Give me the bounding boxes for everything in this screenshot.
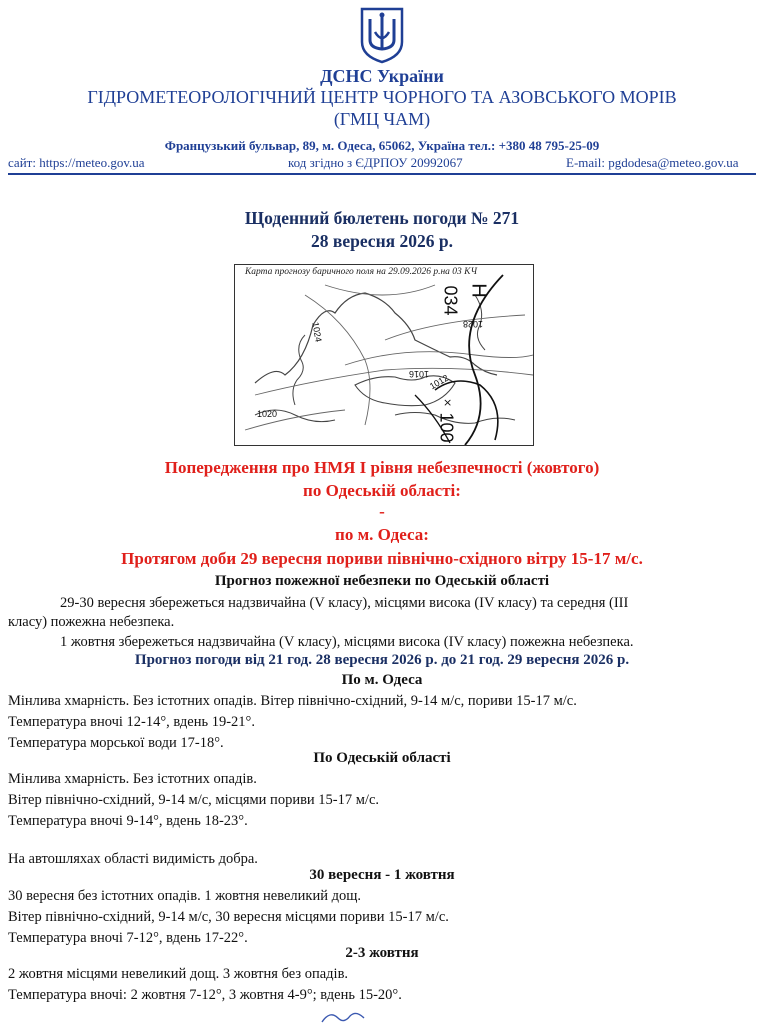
map-label-034: 034 <box>440 285 461 316</box>
period-1-line-1: 30 вересня без істотних опадів. 1 жовтня невеликий дощ. <box>8 888 362 904</box>
org-name-dsns: ДСНС України <box>320 66 444 86</box>
coat-of-arms-icon <box>357 6 407 64</box>
map-label-1028: 1028 <box>463 319 484 329</box>
region-line-1: Мінлива хмарність. Без істотних опадів. <box>8 771 257 787</box>
fire-forecast-title: Прогноз пожежної небезпеки по Одеській області <box>214 573 550 589</box>
odesa-line-1: Мінлива хмарність. Без істотних опадів. Вітер північно-східний, 9-14 м/с, пориви 15-17 м/с. <box>8 693 577 709</box>
warning-dash: - <box>379 502 385 521</box>
period-1-line-3: Температура вночі 7-12°, вдень 17-22°. <box>8 930 248 946</box>
org-name-center: ГІДРОМЕТЕОРОЛОГІЧНИЙ ЦЕНТР ЧОРНОГО ТА АЗОВСЬКОГО МОРІВ <box>87 87 677 107</box>
region-line-2: Вітер північно-східний, 9-14 м/с, місцями пориви 15-17 м/с. <box>8 792 380 808</box>
period-2-line-1: 2 жовтня місцями невеликий дощ. 3 жовтня без опадів. <box>8 966 349 982</box>
map-label-low: 100 <box>436 412 457 443</box>
map-label-high: H <box>467 283 490 298</box>
warning-line-1: Попередження про НМЯ І рівня небезпечності (жовтого) <box>164 458 600 477</box>
fire-paragraph-2: 1 жовтня збережеться надзвичайна (V класу), місцями висока (IV класу) пожежна небезпека. <box>60 634 634 650</box>
fire-paragraph-1-line-2: класу) пожежна небезпека. <box>8 614 175 630</box>
map-label-1024: 1024 <box>310 321 324 343</box>
map-label-1020: 1020 <box>257 409 278 419</box>
odesa-section-title: По м. Одеса <box>341 672 423 688</box>
site-link[interactable]: сайт: https://meteo.gov.ua <box>8 155 145 170</box>
region-section-title: По Одеській області <box>313 750 451 766</box>
warning-line-4: Протягом доби 29 вересня пориви північно-східного вітру 15-17 м/с. <box>121 549 643 568</box>
odesa-line-2: Температура вночі 12-14°, вдень 19-21°. <box>8 714 255 730</box>
org-abbreviation: (ГМЦ ЧАМ) <box>333 109 431 129</box>
warning-line-2: по Одеській області: <box>303 481 461 500</box>
map-label-1012: 1012 <box>427 372 451 392</box>
fire-paragraph-1-line-1: 29-30 вересня збережеться надзвичайна (V класу), місцями висока (IV класу) та середня (III <box>60 595 629 611</box>
edrpou-code: код згідно з ЄДРПОУ 20992067 <box>288 155 463 170</box>
period-1-line-2: Вітер північно-східний, 9-14 м/с, 30 вересня місцями пориви 15-17 м/с. <box>8 909 449 925</box>
region-line-3: Температура вночі 9-14°, вдень 18-23°. <box>8 813 248 829</box>
bulletin-title: Щоденний бюлетень погоди № 271 <box>244 208 520 228</box>
svg-text:×: × <box>443 396 453 409</box>
header-divider <box>8 173 756 175</box>
map-caption: Карта прогнозу баричного поля на 29.09.2026 р.на 03 КЧ <box>245 267 478 277</box>
signature-mark <box>318 1008 378 1024</box>
email-link[interactable]: E-mail: pgdodesa@meteo.gov.ua <box>566 155 739 170</box>
roads-visibility: На автошляхах області видимість добра. <box>8 851 258 867</box>
period-1-title: 30 вересня - 1 жовтня <box>309 867 455 883</box>
pressure-map <box>234 264 534 446</box>
odesa-line-3: Температура морської води 17-18°. <box>8 735 224 751</box>
warning-line-3: по м. Одеса: <box>335 525 429 544</box>
bulletin-date: 28 вересня 2026 р. <box>311 231 453 251</box>
forecast-title: Прогноз погоди від 21 год. 28 вересня 2026 р. до 21 год. 29 вересня 2026 р. <box>134 652 630 668</box>
period-2-title: 2-3 жовтня <box>345 945 419 961</box>
org-address: Французький бульвар, 89, м. Одеса, 65062, Україна тел.: +380 48 795-25-09 <box>164 138 600 153</box>
period-2-line-2: Температура вночі: 2 жовтня 7-12°, 3 жовтня 4-9°; вдень 15-20°. <box>8 987 402 1003</box>
map-label-1016: 1016 <box>409 369 430 379</box>
